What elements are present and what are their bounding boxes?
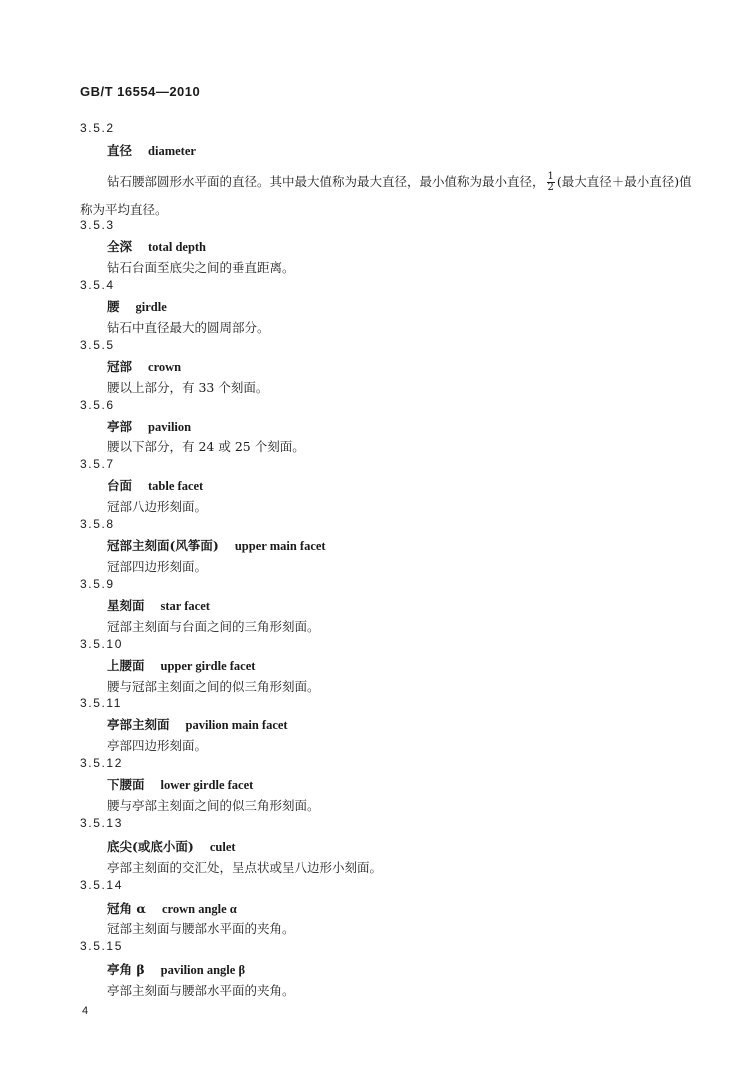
term-heading (107, 960, 245, 978)
definition-text: 钻石腰部圆形水平面的直径。其中最大值称为最大直径，最小值称为最小直径， (107, 174, 545, 189)
term-definition: 冠部八边形刻面。 (107, 499, 208, 514)
term-definition: 亭部四边形刻面。 (107, 738, 208, 753)
term-chinese: 底尖(或底小面) (107, 839, 194, 854)
term-chinese: 全深 (107, 239, 133, 254)
fraction (547, 172, 555, 193)
term-chinese: 亭角 β (107, 962, 145, 977)
term-chinese: 星刻面 (107, 598, 145, 613)
term-english: star facet (160, 599, 210, 613)
term-chinese: 上腰面 (107, 658, 145, 673)
term-english: upper girdle facet (160, 659, 256, 673)
term-chinese: 冠部 (107, 359, 133, 374)
term-heading (107, 775, 253, 793)
term-heading (107, 417, 191, 435)
term-english: diameter (148, 144, 196, 158)
term-chinese: 直径 (107, 143, 133, 158)
clause-number: 3.5.8 (80, 517, 115, 531)
definition-text: (最大直径＋最小直径)值称为平均直径。 (80, 174, 692, 217)
standard-code-header: GB/T 16554—2010 (80, 84, 201, 99)
term-chinese: 冠角 α (107, 901, 146, 916)
term-definition: 腰以下部分，有 24 或 25 个刻面。 (107, 439, 305, 454)
term-definition: 钻石中直径最大的圆周部分。 (107, 320, 270, 335)
term-english: upper main facet (234, 539, 326, 553)
term-heading (107, 596, 210, 614)
term-heading (107, 899, 237, 917)
term-chinese: 下腰面 (107, 777, 145, 792)
term-heading (107, 837, 236, 855)
fraction-numerator: 1 (547, 171, 554, 182)
term-definition: 亭部主刻面与腰部水平面的夹角。 (107, 983, 295, 998)
term-definition: 钻石台面至底尖之间的垂直距离。 (107, 260, 295, 275)
term-definition: 亭部主刻面的交汇处，呈点状或呈八边形小刻面。 (107, 860, 383, 875)
term-heading (107, 476, 203, 494)
clause-number: 3.5.2 (80, 121, 115, 135)
clause-number: 3.5.14 (80, 878, 123, 892)
clause-number: 3.5.15 (80, 939, 123, 953)
term-definition: 冠部主刻面与台面之间的三角形刻面。 (107, 619, 320, 634)
clause-number: 3.5.6 (80, 398, 115, 412)
term-english: crown angle α (161, 902, 237, 916)
page-number: 4 (82, 1005, 89, 1017)
term-heading (107, 715, 288, 733)
term-chinese: 台面 (107, 478, 133, 493)
term-chinese: 亭部主刻面 (107, 717, 170, 732)
term-definition: 冠部主刻面与腰部水平面的夹角。 (107, 921, 295, 936)
term-english: table facet (148, 479, 204, 493)
term-heading (107, 237, 206, 255)
term-english: pavilion (148, 420, 192, 434)
term-english: pavilion main facet (185, 718, 288, 732)
term-heading (107, 297, 167, 315)
term-heading (107, 536, 326, 554)
clause-number: 3.5.3 (80, 218, 115, 232)
clause-number: 3.5.4 (80, 278, 115, 292)
term-definition: 腰与冠部主刻面之间的似三角形刻面。 (107, 679, 320, 694)
term-english: lower girdle facet (160, 778, 254, 792)
term-definition (80, 168, 700, 224)
term-english: total depth (148, 240, 207, 254)
clause-number: 3.5.7 (80, 457, 115, 471)
term-english: pavilion angle β (160, 963, 246, 977)
clause-number: 3.5.11 (80, 696, 123, 710)
clause-number: 3.5.12 (80, 756, 123, 770)
term-definition: 腰与亭部主刻面之间的似三角形刻面。 (107, 798, 320, 813)
term-definition: 腰以上部分，有 33 个刻面。 (107, 380, 269, 395)
clause-number: 3.5.10 (80, 637, 123, 651)
term-definition: 冠部四边形刻面。 (107, 559, 208, 574)
term-heading (107, 656, 255, 674)
term-english: girdle (135, 300, 167, 314)
clause-number: 3.5.13 (80, 816, 123, 830)
term-heading (107, 141, 196, 159)
term-heading (107, 357, 181, 375)
term-english: crown (148, 360, 182, 374)
fraction-denominator: 2 (547, 182, 554, 193)
term-chinese: 腰 (107, 299, 120, 314)
clause-number: 3.5.5 (80, 338, 115, 352)
term-chinese: 亭部 (107, 419, 133, 434)
clause-number: 3.5.9 (80, 577, 115, 591)
term-chinese: 冠部主刻面(风筝面) (107, 538, 219, 553)
term-english: culet (209, 840, 236, 854)
